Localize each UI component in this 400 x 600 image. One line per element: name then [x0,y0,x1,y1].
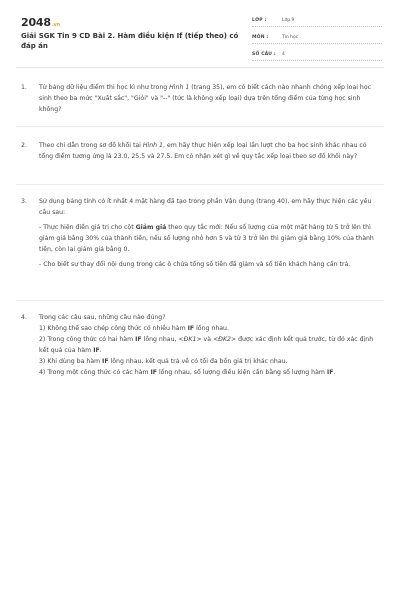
bold-term: Giảm giá [135,224,167,231]
figure-ref: Hình 1 [142,142,163,149]
text-run: - Thực hiện điền giá trị cho cột [39,224,136,231]
text-run: và [201,336,213,343]
question-intro: Sử dụng bảng tính có ít nhất 4 mặt hàng đã tạo trong phần Vận dụng (trang 40), em hãy thực hiện các yêu cầu sau: [39,198,372,216]
page-title: Giải SGK Tin 9 CD Bài 2. Hàm điều kiện If (tiếp theo) có đáp án [21,32,239,50]
sub-item-1 [39,222,379,255]
option-3 [39,356,379,367]
question-separator [16,184,384,185]
text-run: 1) Không thể sao chép công thức có nhiều hàm [39,325,188,332]
bold-term: IF [326,369,334,376]
question-number: 4. [21,314,27,321]
question-text [39,312,379,378]
italic-term: <ĐK1> [178,336,202,343]
text-run: . [99,347,102,354]
option-4 [39,367,379,378]
question-4 [21,312,379,378]
meta-row-class [252,14,382,27]
text-run: lồng nhau, số lượng điều kiện cần bằng số lượng hàm [157,369,327,376]
meta-key: SỐ CÂU : [252,51,276,57]
meta-key: LỚP : [252,17,267,23]
question-number: 1. [21,84,27,91]
logo-text: 2048 [21,16,51,29]
text-run: (trang 35), em có biết cách nào nhanh chóng xếp loại học sinh theo ba mức "Xuất sắc", "Giỏi" và "--" (tức là không xếp loại) dựa trên tổng điểm của từng học sinh không? [39,84,372,113]
bold-term: IF [102,358,109,365]
text-run: được xác định kết quả trước, từ đó xác định kết quả của hàm [39,336,374,354]
meta-row-subject [252,31,382,44]
italic-term: <ĐK2> [212,336,237,343]
text-run: lồng nhau, kết quả trả về có tối đa bốn giá trị khác nhau. [108,358,288,365]
question-text [39,140,379,162]
header-divider [16,67,384,68]
sub-item-2: - Cho biết sự thay đổi nội dung trong các ô chứa tổng số tiền đã giảm và số tiền khách hàng cần trả. [39,261,351,268]
question-separator [16,300,384,301]
bold-term: IF [135,336,142,343]
text-run: lồng nhau. [194,325,229,332]
option-1 [39,323,379,334]
question-3 [21,196,379,270]
bold-term: IF [93,347,100,354]
question-intro: Trong các câu sau, những câu nào đúng? [39,314,166,321]
text-run: Theo chỉ dẫn trong sơ đồ khối tại [39,142,143,149]
bold-term: IF [150,369,157,376]
text-run: 4) Trong một công thức có các hàm [39,369,151,376]
meta-row-count [252,48,382,61]
text-run: 3) Khi dùng ba hàm [39,358,103,365]
question-number: 2. [21,142,27,149]
text-run: Từ bảng dữ liệu điểm thi học kì như trong [39,84,170,91]
meta-key: MÔN : [252,34,269,40]
question-number: 3. [21,198,27,205]
page-header [0,0,400,62]
question-text [39,82,379,115]
meta-panel [252,14,382,65]
question-text [39,196,379,270]
option-2 [39,334,379,356]
meta-value: Lớp 9 [282,17,295,23]
meta-value: Tin học [282,34,299,40]
text-run: , em hãy thực hiện xếp loại lần lượt cho ba học sinh khác nhau có tổng điểm tương ứng là 23.0, 25.5 và 27.5. Em có nhận xét gì về quy tắc xếp loại theo sơ đồ khối này? [39,142,367,160]
text-run: 2) Trong công thức có hai hàm [39,336,136,343]
logo-tld: .vn [51,22,60,28]
figure-ref: Hình 1 [169,84,190,91]
text-run: . [333,369,336,376]
question-2 [21,140,379,162]
question-1 [21,82,379,115]
question-separator [16,126,384,127]
bold-term: IF [187,325,195,332]
meta-value: 4 [282,51,285,57]
site-logo[interactable] [21,16,60,29]
text-run: lồng nhau, [141,336,179,343]
text-run: theo quy tắc mới: Nếu số lượng của một mặt hàng từ 5 trở lên thì giảm giá bằng 30% của thành tiền, nếu số lượng nhỏ hơn 5 và từ 3 trở lên thì giảm giá bằng 10% của thành tiền, còn lại giảm giá bằng 0. [39,224,374,253]
